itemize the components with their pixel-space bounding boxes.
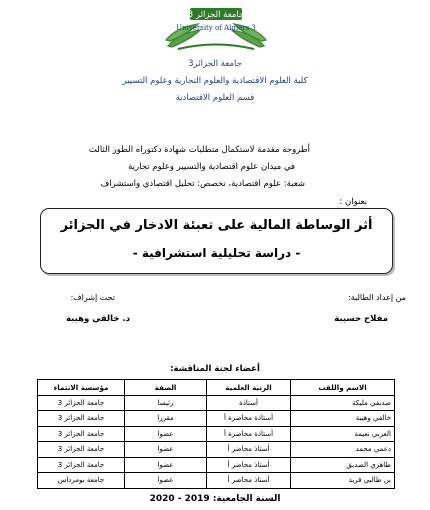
member-institution: جامعة الجزائر 3 (38, 442, 125, 458)
member-rank: أستاذ محاضر أ (207, 457, 291, 473)
table-row (38, 442, 395, 458)
student-name: مفلاح حسيبة (334, 314, 388, 324)
column-header-rank: الرتبة العلمية (207, 380, 291, 396)
table-row (38, 411, 395, 427)
thesis-title: أثر الوساطة المالية على تعبئة الادخار في الجزائر (60, 218, 373, 233)
member-rank: أستاذة محاضرة أ (207, 411, 291, 427)
committee-header-row (38, 380, 395, 396)
member-institution: جامعة الجزائر 3 (38, 457, 125, 473)
student-label: من إعداد الطالبة: (348, 293, 406, 302)
logo-text-ar: جامعة الجزائر 3 (187, 10, 245, 20)
committee-heading: أعضاء لجنة المناقشة: (170, 364, 260, 374)
table-row (38, 473, 395, 489)
header-university: جامعة الجزائر3 (188, 59, 242, 69)
column-header-role: الصفة (125, 380, 207, 396)
member-rank: أستاذ محاضر أ (207, 473, 291, 489)
member-rank: أستاذ محاضر أ (207, 442, 291, 458)
member-institution: جامعة بومرداس (38, 473, 125, 489)
member-role: رئيسا (125, 395, 207, 411)
member-name: دعمي محمد (291, 442, 395, 458)
member-name: صديقي مليكة (291, 395, 395, 411)
supervisor-label: تحت إشراف: (70, 293, 115, 302)
member-name: العربي نعيمة (291, 426, 395, 442)
member-institution: جامعة الجزائر 3 (38, 411, 125, 427)
member-rank: أستاذة محاضرة أ (207, 426, 291, 442)
thesis-line-2: في ميدان علوم اقتصادية والتسيير وعلوم تجارية (128, 162, 295, 172)
column-header-institution: مؤسسة الانتماء (38, 380, 125, 396)
table-row (38, 457, 395, 473)
thesis-line-3: شعبة: علوم اقتصادية، تخصص: تحليل اقتصادي واستشراف (100, 179, 305, 189)
thesis-title-box (40, 208, 393, 274)
member-institution: جامعة الجزائر 3 (38, 426, 125, 442)
logo-text-en: University of Algiers 3 (176, 24, 256, 32)
committee-table (37, 379, 395, 489)
supervisor-name: د. خالقي وهيبة (65, 314, 130, 324)
table-row (38, 395, 395, 411)
table-row (38, 426, 395, 442)
column-header-name: الاسم واللقب (291, 380, 395, 396)
member-role: عضوا (125, 426, 207, 442)
university-logo (138, 6, 294, 52)
member-role: مقررا (125, 411, 207, 427)
header-department: قسم العلوم الاقتصادية (175, 93, 255, 103)
member-role: عضوا (125, 442, 207, 458)
thesis-title-label: بعنوان : (339, 197, 367, 207)
member-name: بن طالبي فريد (291, 473, 395, 489)
header-faculty: كلية العلوم الاقتصادية والعلوم التجارية وعلوم التسيير (122, 76, 308, 86)
member-role: عضوا (125, 473, 207, 489)
thesis-subtitle: - دراسة تحليلية استشرافية - (132, 246, 301, 260)
member-rank: أستاذة (207, 395, 291, 411)
academic-year: السنة الجامعية: 2019 - 2020 (149, 494, 281, 504)
member-institution: جامعة الجزائر 3 (38, 395, 125, 411)
member-name: طاهري الصديق (291, 457, 395, 473)
member-role: عضوا (125, 457, 207, 473)
member-name: خالقي وهيبة (291, 411, 395, 427)
thesis-line-1: أطروحة مقدمة لاستكمال متطلبات شهادة دكتوراه الطور الثالث (88, 145, 310, 155)
